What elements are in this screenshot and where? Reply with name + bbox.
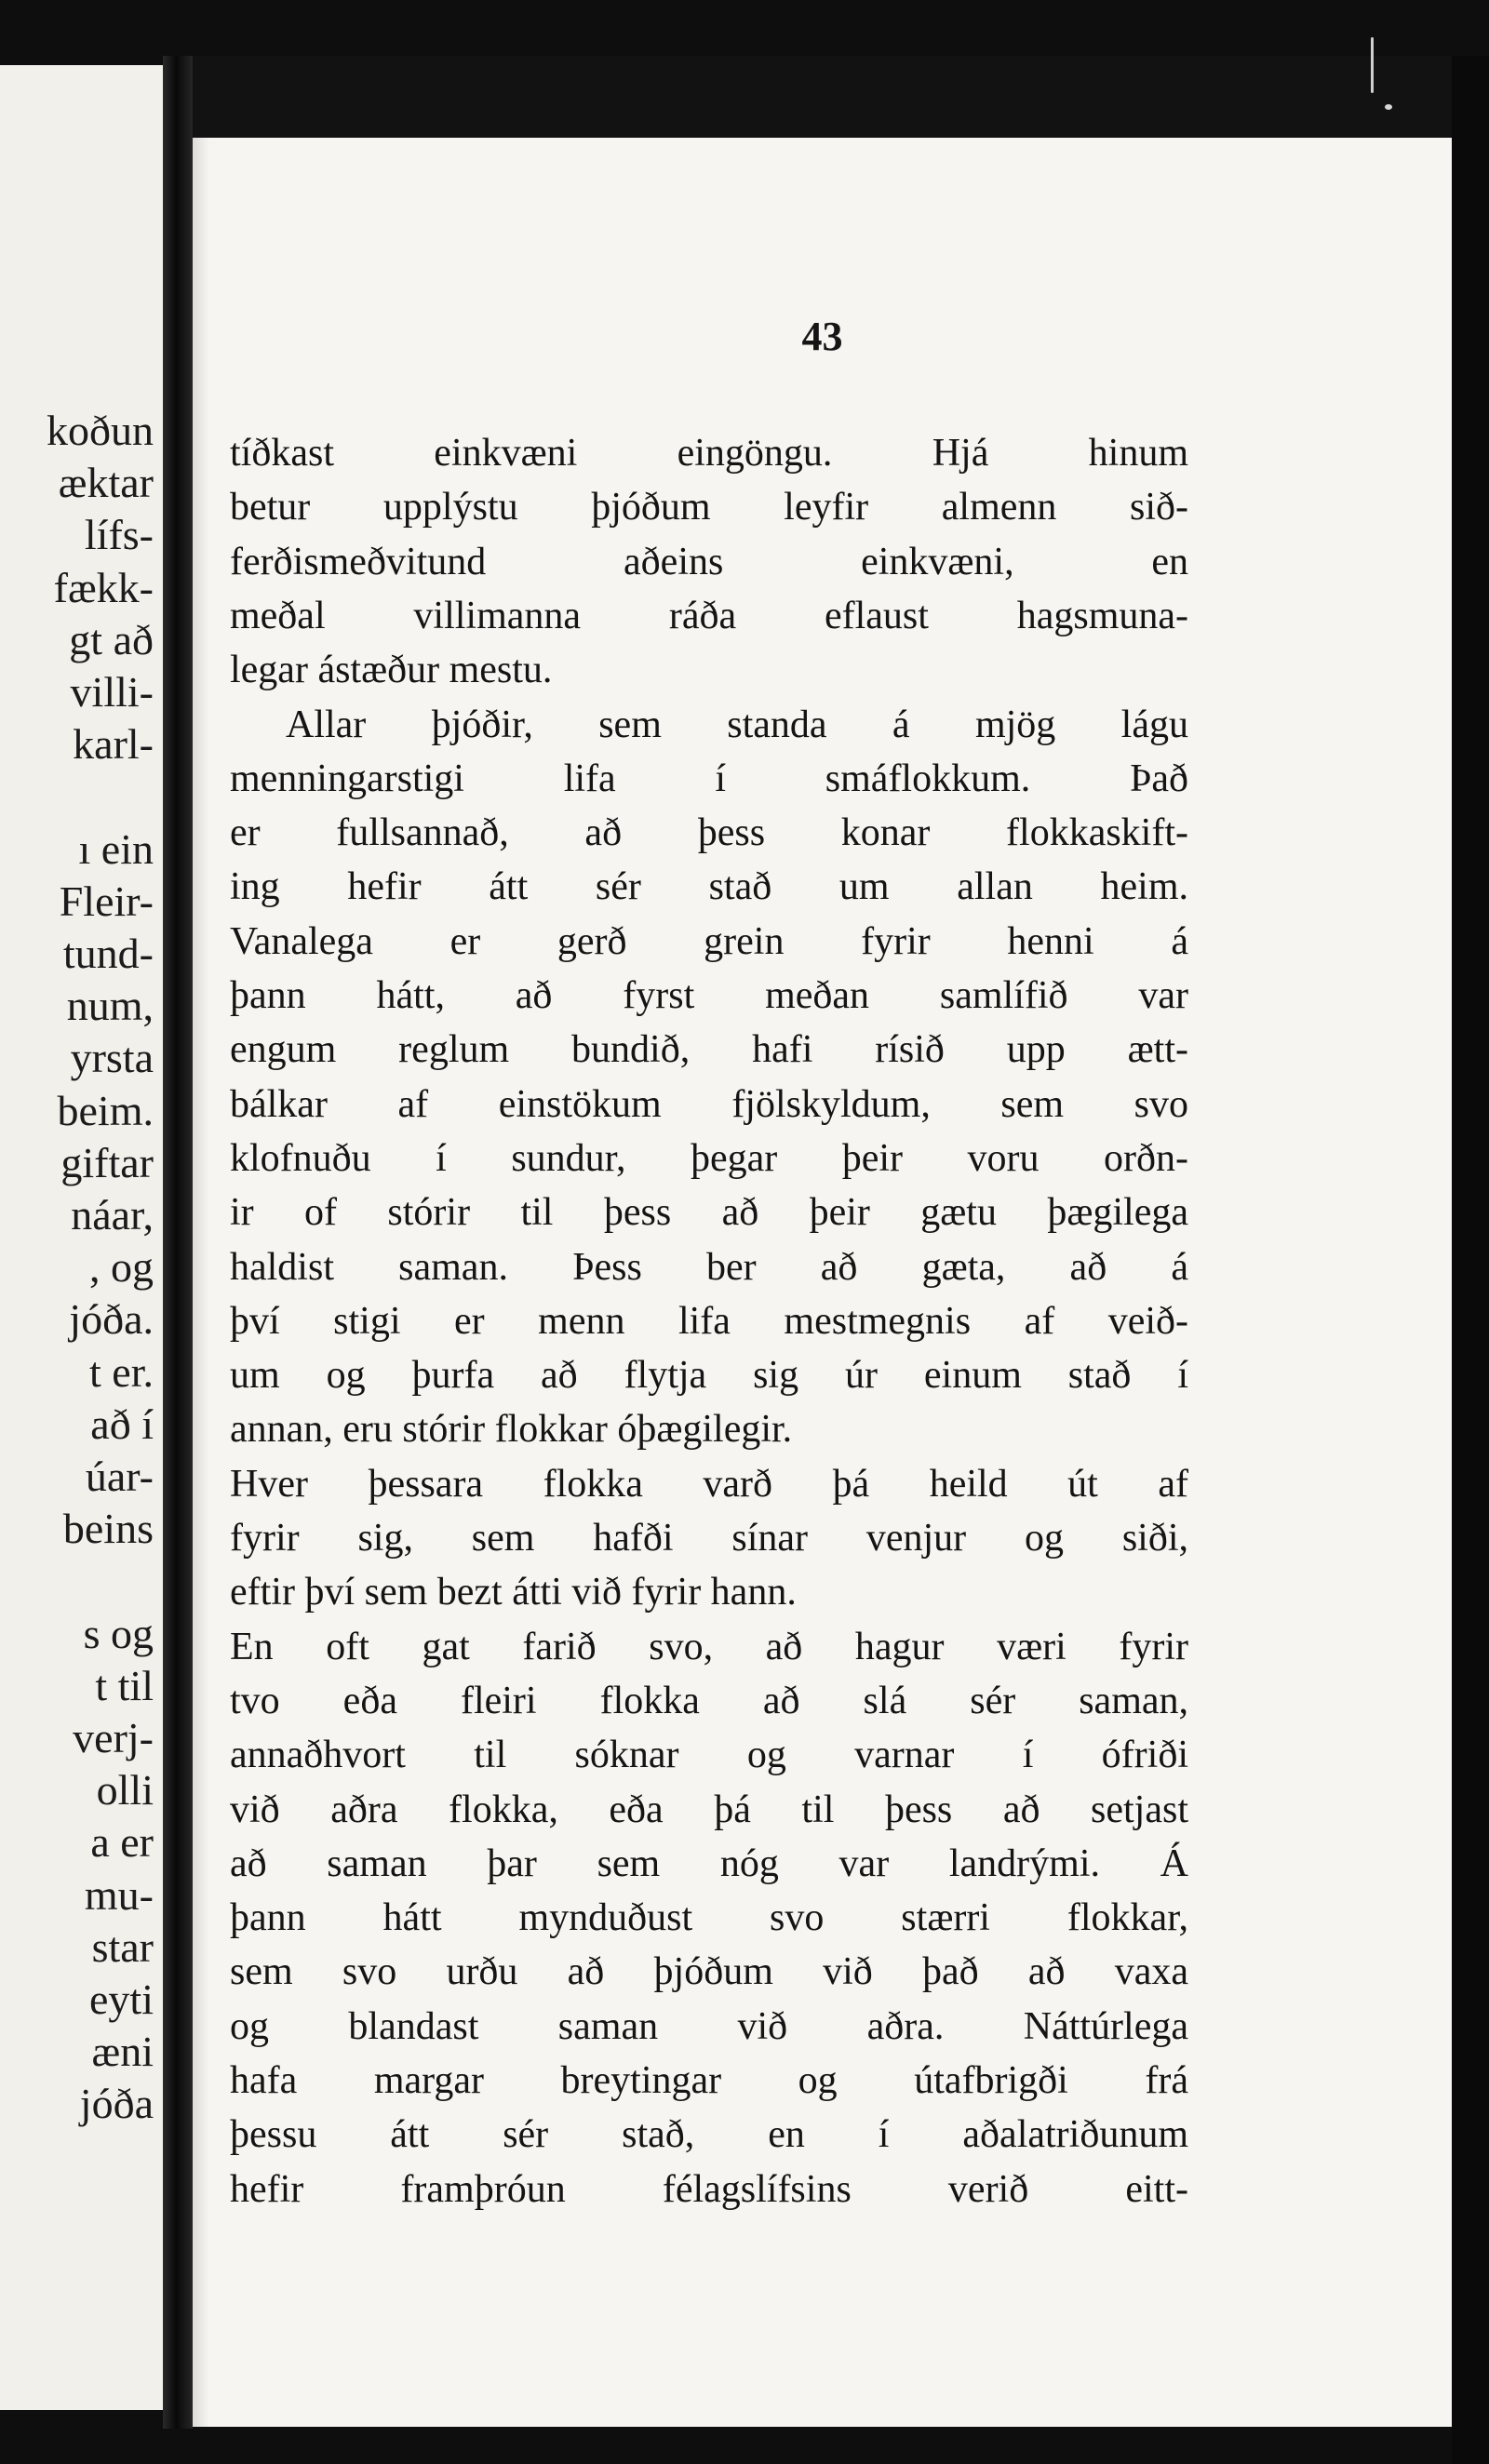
left-page-line: , og	[89, 1243, 154, 1292]
body-text-line: haldist saman. Þess ber að gæta, að á	[230, 1245, 1188, 1289]
right-page	[193, 138, 1452, 2427]
left-page-line: jóða	[79, 2080, 154, 2128]
left-page-line: gt að	[69, 615, 154, 663]
left-page-line: olli	[96, 1766, 154, 1815]
body-text-line: annaðhvort til sóknar og varnar í ófriði	[230, 1734, 1188, 1777]
body-text-line: er fullsannað, að þess konar flokkaskift-	[230, 811, 1188, 855]
body-text-line: betur upplýstu þjóðum leyfir almenn sið-	[230, 486, 1188, 529]
body-text-line: ferðismeðvitund aðeins einkvæni, en	[230, 540, 1188, 583]
left-page-line: beins	[62, 1505, 154, 1553]
gutter-shadow	[193, 138, 209, 2427]
book-gutter	[163, 56, 193, 2429]
body-text-line: legar ástæður mestu.	[230, 649, 553, 692]
left-page-line: verj-	[73, 1714, 154, 1761]
left-page-line: yrsta	[70, 1034, 154, 1082]
dust-speck	[1371, 37, 1374, 93]
left-page-line: s og	[83, 1609, 154, 1657]
left-page-line: t er.	[89, 1347, 154, 1396]
left-page-line: lífs-	[84, 511, 154, 559]
scan-right-border	[1452, 56, 1489, 2464]
body-text-line: við aðra flokka, eða þá til þess að setjast	[230, 1788, 1188, 1831]
left-page-line: fækk-	[53, 563, 154, 611]
left-page-line: beim.	[57, 1086, 154, 1134]
body-text-line: ir of stórir til þess að þeir gætu þægilega	[230, 1191, 1188, 1235]
left-page-line: t til	[95, 1661, 154, 1709]
body-text-line: að saman þar sem nóg var landrými. Á	[230, 1841, 1188, 1885]
body-text-line: því stigi er menn lifa mestmegnis af veið-	[230, 1299, 1188, 1343]
body-text-line: þann hátt, að fyrst meðan samlífið var	[230, 974, 1188, 1017]
body-text-line: og blandast saman við aðra. Náttúrlega	[230, 2004, 1188, 2048]
left-page-line: að í	[90, 1399, 154, 1448]
left-page-line: giftar	[60, 1138, 154, 1186]
body-text-line: En oft gat farið svo, að hagur væri fyrir	[230, 1625, 1188, 1668]
body-text-line: menningarstigi lifa í smáflokkum. Það	[230, 757, 1188, 800]
body-text-line: hefir framþróun félagslífsins verið eitt-	[230, 2167, 1188, 2211]
left-page-line: karl-	[73, 720, 154, 769]
left-page-line: num,	[66, 982, 154, 1030]
left-page-line: villi-	[70, 668, 154, 716]
body-text-line: eftir því sem bezt átti við fyrir hann.	[230, 1571, 797, 1614]
dust-speck	[1385, 104, 1392, 110]
body-text-line: Allar þjóðir, sem standa á mjög lágu	[286, 703, 1188, 746]
left-page-line: jóða.	[69, 1295, 154, 1344]
body-text-line: um og þurfa að flytja sig úr einum stað í	[230, 1354, 1188, 1398]
left-page-line: koðun	[47, 407, 154, 454]
body-text-line: Vanalega er gerð grein fyrir henni á	[230, 919, 1188, 963]
left-page-line: Fleir-	[59, 877, 154, 925]
body-text-line: þann hátt mynduðust svo stærri flokkar,	[230, 1896, 1188, 1940]
body-text-line: klofnuðu í sundur, þegar þeir voru orðn-	[230, 1136, 1188, 1180]
body-text-line: þessu átt sér stað, en í aðalatriðunum	[230, 2113, 1188, 2157]
body-text-line: engum reglum bundið, hafi rísið upp ætt-	[230, 1028, 1188, 1072]
body-text-line: fyrir sig, sem hafði sínar venjur og siði,	[230, 1517, 1188, 1560]
left-page-line: mu-	[84, 1870, 154, 1919]
left-page-line: náar,	[71, 1191, 154, 1239]
body-text-line: Hver þessara flokka varð þá heild út af	[230, 1462, 1188, 1506]
left-page-line: æni	[91, 2028, 154, 2076]
body-text-line: bálkar af einstökum fjölskyldum, sem svo	[230, 1082, 1188, 1126]
body-text-line: hafa margar breytingar og útafbrigði frá	[230, 2059, 1188, 2102]
body-text-line: ing hefir átt sér stað um allan heim.	[230, 865, 1188, 909]
left-page-line: æktar	[58, 459, 154, 507]
left-page-line: úar-	[85, 1453, 154, 1500]
body-text-line: tvo eða fleiri flokka að slá sér saman,	[230, 1679, 1188, 1722]
left-page-line: ı ein	[78, 824, 154, 873]
left-page-line: star	[91, 1922, 154, 1971]
left-page-line: a er	[90, 1818, 154, 1867]
body-text-line: tíðkast einkvæni eingöngu. Hjá hinum	[230, 432, 1188, 475]
page-top-edge	[193, 56, 1452, 138]
left-page-line: eyti	[89, 1975, 154, 2023]
body-text-line: sem svo urðu að þjóðum við það að vaxa	[230, 1950, 1188, 1994]
page-number: 43	[801, 314, 843, 359]
body-text-line: meðal villimanna ráða eflaust hagsmuna-	[230, 594, 1188, 637]
body-text-line: annan, eru stórir flokkar óþægilegir.	[230, 1408, 793, 1452]
left-page-line: tund-	[62, 930, 154, 977]
left-page-fragment	[0, 65, 163, 2410]
